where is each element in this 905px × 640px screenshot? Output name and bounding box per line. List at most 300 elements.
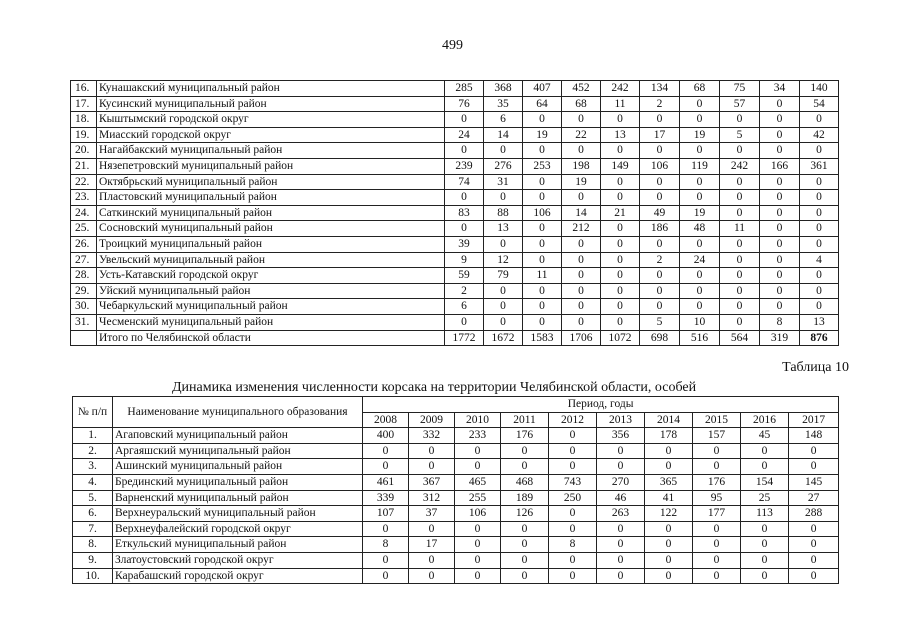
value-cell: 0 [484,143,523,159]
row-number: 21. [71,158,97,174]
value-cell: 239 [445,158,484,174]
value-cell: 198 [562,158,601,174]
value-cell: 0 [693,537,741,553]
value-cell: 0 [800,143,839,159]
value-cell: 0 [760,236,800,252]
value-cell: 0 [549,459,597,475]
value-cell: 13 [800,314,839,330]
value-cell: 312 [409,490,455,506]
value-cell: 468 [501,474,549,490]
municipality-name: Златоустовский городской округ [113,552,363,568]
row-number: 5. [73,490,113,506]
row-number: 25. [71,221,97,237]
value-cell: 361 [800,158,839,174]
value-cell: 19 [680,127,720,143]
value-cell: 0 [720,174,760,190]
value-cell: 0 [549,443,597,459]
value-cell: 68 [680,81,720,97]
table-row [71,190,839,206]
value-cell: 0 [760,221,800,237]
value-cell: 0 [760,190,800,206]
value-cell: 233 [455,428,501,444]
municipality-name: Чебаркульский муниципальный район [97,299,445,315]
table-label: Таблица 10 [782,360,849,375]
row-number: 1. [73,428,113,444]
value-cell: 0 [484,283,523,299]
municipality-name: Верхнеуральский муниципальный район [113,506,363,522]
value-cell: 149 [601,158,640,174]
value-cell: 407 [523,81,562,97]
municipality-name: Увельский муниципальный район [97,252,445,268]
value-cell: 5 [640,314,680,330]
municipality-name: Нязепетровский муниципальный район [97,158,445,174]
value-cell: 5 [720,127,760,143]
value-cell: 0 [640,299,680,315]
municipality-name: Миасский городской округ [97,127,445,143]
municipality-name: Троицкий муниципальный район [97,236,445,252]
value-cell: 0 [523,283,562,299]
value-cell: 400 [363,428,409,444]
total-value-cell: 1072 [601,330,640,346]
col-header-name: Наименование муниципального образования [113,397,363,428]
value-cell: 154 [741,474,789,490]
year-header: 2011 [501,412,549,428]
value-cell: 0 [523,299,562,315]
municipality-name: Чесменский муниципальный район [97,314,445,330]
value-cell: 0 [720,299,760,315]
value-cell: 0 [645,521,693,537]
value-cell: 461 [363,474,409,490]
value-cell: 0 [760,299,800,315]
value-cell: 186 [640,221,680,237]
table-row [73,428,839,444]
value-cell: 6 [484,112,523,128]
value-cell: 41 [645,490,693,506]
value-cell: 17 [409,537,455,553]
value-cell: 0 [549,552,597,568]
value-cell: 0 [800,190,839,206]
col-header-num: № п/п [73,397,113,428]
value-cell: 0 [680,96,720,112]
value-cell: 0 [363,552,409,568]
value-cell: 0 [760,127,800,143]
value-cell: 250 [549,490,597,506]
value-cell: 0 [680,236,720,252]
value-cell: 74 [445,174,484,190]
value-cell: 25 [741,490,789,506]
year-header: 2014 [645,412,693,428]
value-cell: 0 [409,443,455,459]
value-cell: 0 [484,299,523,315]
value-cell: 106 [455,506,501,522]
value-cell: 2 [640,252,680,268]
value-cell: 79 [484,268,523,284]
value-cell: 0 [720,205,760,221]
value-cell: 0 [455,443,501,459]
value-cell: 176 [501,428,549,444]
total-value-cell: 516 [680,330,720,346]
table-row [71,112,839,128]
row-number: 2. [73,443,113,459]
value-cell: 0 [601,314,640,330]
value-cell: 0 [789,459,839,475]
value-cell: 0 [601,299,640,315]
value-cell: 22 [562,127,601,143]
municipality-name: Кусинский муниципальный район [97,96,445,112]
value-cell: 88 [484,205,523,221]
value-cell: 9 [445,252,484,268]
row-number: 24. [71,205,97,221]
value-cell: 0 [501,552,549,568]
row-number: 27. [71,252,97,268]
municipality-name: Кыштымский городской округ [97,112,445,128]
municipality-name: Карабашский городской округ [113,568,363,584]
value-cell: 212 [562,221,601,237]
value-cell: 367 [409,474,455,490]
value-cell: 0 [789,568,839,584]
value-cell: 134 [640,81,680,97]
value-cell: 0 [640,236,680,252]
value-cell: 75 [720,81,760,97]
value-cell: 452 [562,81,601,97]
value-cell: 253 [523,158,562,174]
value-cell: 83 [445,205,484,221]
table-row [71,81,839,97]
value-cell: 57 [720,96,760,112]
value-cell: 11 [720,221,760,237]
year-header: 2015 [693,412,741,428]
value-cell: 0 [741,537,789,553]
value-cell: 11 [523,268,562,284]
value-cell: 48 [680,221,720,237]
value-cell: 106 [523,205,562,221]
year-header: 2013 [597,412,645,428]
value-cell: 0 [523,236,562,252]
value-cell: 0 [693,459,741,475]
table-row [71,205,839,221]
value-cell: 0 [501,568,549,584]
value-cell: 24 [445,127,484,143]
year-header: 2010 [455,412,501,428]
value-cell: 0 [720,252,760,268]
value-cell: 242 [720,158,760,174]
row-number: 18. [71,112,97,128]
value-cell: 0 [760,112,800,128]
value-cell: 255 [455,490,501,506]
value-cell: 0 [680,268,720,284]
row-number: 22. [71,174,97,190]
value-cell: 0 [363,521,409,537]
table-row [71,174,839,190]
municipality-name: Верхнеуфалейский городской округ [113,521,363,537]
value-cell: 0 [523,190,562,206]
value-cell: 2 [640,96,680,112]
table-row [71,314,839,330]
value-cell: 263 [597,506,645,522]
value-cell: 68 [562,96,601,112]
value-cell: 0 [549,506,597,522]
municipality-name: Уйский муниципальный район [97,283,445,299]
value-cell: 743 [549,474,597,490]
value-cell: 0 [720,283,760,299]
value-cell: 0 [800,221,839,237]
value-cell: 0 [800,299,839,315]
value-cell: 0 [597,443,645,459]
row-number: 4. [73,474,113,490]
table-row [71,252,839,268]
value-cell: 0 [562,112,601,128]
value-cell: 270 [597,474,645,490]
value-cell: 0 [640,143,680,159]
value-cell: 0 [562,190,601,206]
row-number: 19. [71,127,97,143]
value-cell: 157 [693,428,741,444]
value-cell: 0 [409,552,455,568]
total-empty-cell [71,330,97,346]
value-cell: 0 [523,221,562,237]
value-cell: 17 [640,127,680,143]
row-number: 20. [71,143,97,159]
value-cell: 24 [680,252,720,268]
col-header-period: Период, годы [363,397,839,413]
value-cell: 0 [363,568,409,584]
municipality-name: Усть-Катавский городской округ [97,268,445,284]
value-cell: 0 [523,143,562,159]
value-cell: 0 [789,537,839,553]
row-number: 23. [71,190,97,206]
value-cell: 0 [445,112,484,128]
year-header: 2016 [741,412,789,428]
municipality-name: Саткинский муниципальный район [97,205,445,221]
row-number: 30. [71,299,97,315]
value-cell: 119 [680,158,720,174]
value-cell: 0 [680,299,720,315]
value-cell: 288 [789,506,839,522]
table-row [73,552,839,568]
value-cell: 0 [680,190,720,206]
value-cell: 0 [562,283,601,299]
table-row [73,459,839,475]
table-row [73,506,839,522]
value-cell: 0 [693,552,741,568]
value-cell: 0 [562,236,601,252]
value-cell: 31 [484,174,523,190]
value-cell: 45 [741,428,789,444]
year-header: 2012 [549,412,597,428]
value-cell: 148 [789,428,839,444]
value-cell: 0 [597,521,645,537]
value-cell: 0 [549,428,597,444]
value-cell: 368 [484,81,523,97]
value-cell: 0 [693,521,741,537]
value-cell: 2 [445,283,484,299]
table-row [71,158,839,174]
value-cell: 0 [484,236,523,252]
value-cell: 339 [363,490,409,506]
value-cell: 465 [455,474,501,490]
value-cell: 140 [800,81,839,97]
value-cell: 42 [800,127,839,143]
value-cell: 0 [597,568,645,584]
municipality-name: Ашинский муниципальный район [113,459,363,475]
value-cell: 0 [523,252,562,268]
table-row [71,236,839,252]
value-cell: 0 [720,236,760,252]
table-row [73,443,839,459]
value-cell: 177 [693,506,741,522]
value-cell: 14 [484,127,523,143]
value-cell: 0 [484,314,523,330]
row-number: 16. [71,81,97,97]
value-cell: 189 [501,490,549,506]
table-row [71,96,839,112]
value-cell: 0 [720,112,760,128]
value-cell: 35 [484,96,523,112]
value-cell: 0 [523,112,562,128]
value-cell: 27 [789,490,839,506]
value-cell: 0 [549,568,597,584]
municipality-name: Еткульский муниципальный район [113,537,363,553]
value-cell: 0 [800,268,839,284]
value-cell: 0 [741,521,789,537]
value-cell: 0 [800,174,839,190]
value-cell: 0 [597,459,645,475]
value-cell: 0 [680,283,720,299]
table-lisitsa-continued [70,80,839,346]
table-korsak-dynamics [72,396,839,584]
total-value-cell: 876 [800,330,839,346]
value-cell: 0 [409,459,455,475]
table-header-row [73,397,839,413]
table-row [71,283,839,299]
value-cell: 0 [640,190,680,206]
value-cell: 0 [523,314,562,330]
value-cell: 242 [601,81,640,97]
value-cell: 0 [645,537,693,553]
value-cell: 0 [601,221,640,237]
value-cell: 0 [601,236,640,252]
value-cell: 0 [409,568,455,584]
total-value-cell: 1772 [445,330,484,346]
value-cell: 0 [760,283,800,299]
value-cell: 54 [800,96,839,112]
value-cell: 0 [363,459,409,475]
value-cell: 122 [645,506,693,522]
value-cell: 0 [409,521,455,537]
value-cell: 365 [645,474,693,490]
row-number: 31. [71,314,97,330]
value-cell: 59 [445,268,484,284]
value-cell: 0 [601,252,640,268]
value-cell: 0 [445,143,484,159]
value-cell: 176 [693,474,741,490]
municipality-name: Кунашакский муниципальный район [97,81,445,97]
value-cell: 0 [601,174,640,190]
table-row [71,268,839,284]
value-cell: 0 [645,552,693,568]
row-number: 29. [71,283,97,299]
value-cell: 0 [445,190,484,206]
value-cell: 0 [601,190,640,206]
table-row [71,127,839,143]
value-cell: 0 [760,268,800,284]
municipality-name: Агаповский муниципальный район [113,428,363,444]
value-cell: 8 [760,314,800,330]
total-value-cell: 319 [760,330,800,346]
value-cell: 0 [800,112,839,128]
value-cell: 0 [760,252,800,268]
value-cell: 0 [720,143,760,159]
value-cell: 0 [720,314,760,330]
value-cell: 0 [601,268,640,284]
value-cell: 145 [789,474,839,490]
value-cell: 0 [445,221,484,237]
value-cell: 11 [601,96,640,112]
value-cell: 0 [789,443,839,459]
value-cell: 0 [680,143,720,159]
value-cell: 14 [562,205,601,221]
value-cell: 0 [645,568,693,584]
value-cell: 126 [501,506,549,522]
value-cell: 0 [645,443,693,459]
value-cell: 0 [601,143,640,159]
row-number: 10. [73,568,113,584]
total-label: Итого по Челябинской области [97,330,445,346]
row-number: 28. [71,268,97,284]
value-cell: 0 [640,174,680,190]
value-cell: 0 [693,443,741,459]
row-number: 7. [73,521,113,537]
table-row [73,568,839,584]
value-cell: 0 [523,174,562,190]
value-cell: 0 [640,268,680,284]
value-cell: 0 [680,174,720,190]
municipality-name: Варненский муниципальный район [113,490,363,506]
value-cell: 0 [597,552,645,568]
value-cell: 46 [597,490,645,506]
value-cell: 0 [562,314,601,330]
value-cell: 0 [501,521,549,537]
value-cell: 19 [680,205,720,221]
value-cell: 0 [741,443,789,459]
value-cell: 0 [693,568,741,584]
municipality-name: Пластовский муниципальный район [97,190,445,206]
value-cell: 285 [445,81,484,97]
total-row [71,330,839,346]
year-header: 2017 [789,412,839,428]
value-cell: 0 [601,112,640,128]
total-value-cell: 698 [640,330,680,346]
year-header: 2009 [409,412,455,428]
value-cell: 0 [645,459,693,475]
row-number: 17. [71,96,97,112]
value-cell: 0 [720,190,760,206]
value-cell: 0 [760,174,800,190]
municipality-name: Нагайбакский муниципальный район [97,143,445,159]
row-number: 8. [73,537,113,553]
value-cell: 0 [640,112,680,128]
value-cell: 0 [741,552,789,568]
value-cell: 106 [640,158,680,174]
value-cell: 0 [562,143,601,159]
value-cell: 0 [741,459,789,475]
value-cell: 0 [455,537,501,553]
value-cell: 0 [562,252,601,268]
row-number: 3. [73,459,113,475]
page-number: 499 [442,38,463,53]
value-cell: 8 [363,537,409,553]
table-row [73,521,839,537]
